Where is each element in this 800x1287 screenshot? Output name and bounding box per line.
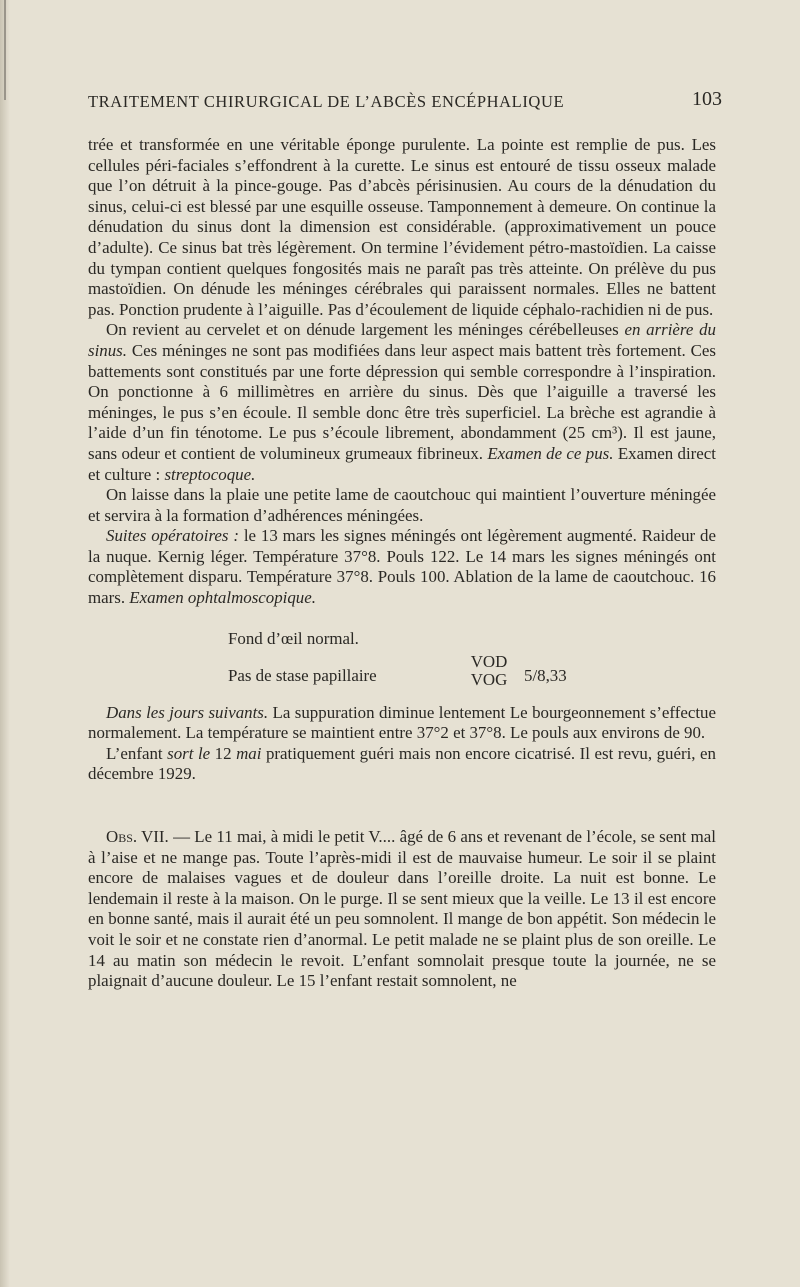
emphasis-en-arriere: en arrière du sinus. bbox=[88, 320, 716, 360]
running-title: TRAITEMENT CHIRURGICAL DE L’ABCÈS ENCÉPHALIQUE bbox=[88, 92, 565, 111]
ophthalmoscopy-block bbox=[88, 615, 716, 697]
vod-label: VOD bbox=[470, 651, 508, 671]
text-run: Ces méninges ne sont pas modifiées dans leur aspect mais battent très fortement. Ces battements sont constitués par une forte dépression qui semble correspondre à l’inspiration. On ponctionne à 6 millimètres en arrière du sinus. Dès que l’aiguille a traversé les méninges, le pus s’en écoule. Il semble donc être très superficiel. La brèche est agrandie à l’aide d’un fin ténotome. Le pus s’écoule librement, abondamment (25 cm³). Il est jaune, sans odeur et contient de volumineux grumeaux fibrineux. bbox=[88, 340, 716, 463]
acuity-value: 5/8,33 bbox=[524, 665, 567, 685]
paragraph-drain: On laisse dans la plaie une petite lame de caoutchouc qui maintient l’ouverture méningée et servira à la formation d’adhérences méningées. bbox=[88, 485, 716, 525]
paragraph-cerebellum bbox=[88, 320, 716, 485]
running-head bbox=[88, 88, 722, 118]
text-run: le 13 mars les signes méningés ont légèrement augmenté. Raideur de la nuque. Kernig léger. Température 37°8. Pouls 122. Le 14 mars les signes méningés ont complètement disparu. Température 37°8. Pouls 100. Ablation de la lame de caoutchouc. 16 mars. bbox=[88, 526, 716, 608]
text-run: 12 bbox=[210, 743, 237, 763]
section-gap bbox=[88, 785, 716, 827]
vog-label: VOG bbox=[470, 669, 508, 689]
text-run: L’enfant bbox=[106, 743, 168, 763]
emphasis-examen-pus: Examen de ce pus. bbox=[487, 443, 614, 463]
stase-line: Pas de stase papillaire bbox=[228, 665, 377, 685]
paragraph-sortie bbox=[88, 744, 716, 785]
emphasis-sort-le: sort le bbox=[167, 743, 211, 763]
emphasis-jours-suivants: Dans les jours suivants. bbox=[106, 702, 269, 722]
emphasis-suites: Suites opératoires : bbox=[106, 526, 239, 546]
text-run: pratiquement guéri mais non encore cicatrisé. Il est revu, guéri, en décembre 1929. bbox=[88, 743, 716, 784]
emphasis-mai: mai bbox=[236, 743, 262, 763]
page-number: 103 bbox=[692, 88, 722, 110]
text-run: On revient au cervelet et on dénude largement les méninges cérébelleuses bbox=[106, 320, 625, 340]
emphasis-examen-ophtalmo: Examen ophtalmoscopique. bbox=[129, 588, 316, 608]
obs-label: Obs. bbox=[106, 827, 138, 847]
paragraph-suites bbox=[88, 526, 716, 608]
paragraph-operation-continued: trée et transformée en une véritable éponge purulente. La pointe est remplie de pus. Les cellules péri-faciales s’effondrent à la curette. Le sinus est entouré de tissu osseux malade que l’on détruit à la pince-gouge. Pas d’abcès périsinusien. Au cours de la dénudation du sinus, celui-ci est blessé par une esquille osseuse. Tamponnement à demeure. On continue la dénudation du sinus dont la dimension est considérable. (approximativement un pouce d’adulte). Ce sinus bat très légèrement. On termine l’évidement pétro-mastoïdien. La caisse du tympan contient quelques fongosités mais ne paraît pas très atteinte. On prélève du pus mastoïdien. On dénude les méninges cérébrales qui paraissent normales. Elles ne battent pas. Ponction prudente à l’aiguille. Pas d’écoulement de liquide céphalo-rachidien ni de pus. bbox=[88, 135, 716, 319]
page-edge-mark bbox=[4, 0, 6, 100]
page-edge bbox=[0, 0, 10, 1287]
text-run: Examen direct et culture : bbox=[88, 443, 716, 484]
text-run: La suppuration diminue lentement Le bourgeonnement s’effectue normalement. La température se maintient entre 37°2 et 37°8. Le pouls aux environs de 90. bbox=[88, 702, 716, 743]
eye-fraction bbox=[464, 653, 514, 689]
text-run: VII. — Le 11 mai, à midi le petit V.... âgé de 6 ans et revenant de l’école, se sent mal à l’aise et ne mange pas. Toute l’après-midi il est de mauvaise humeur. Le soir il se plaint encore de malaises vagues et de douleur dans l’oreille droite. La nuit est bonne. Le lendemain il reste à la maison. On le purge. Il se sent mieux que la veille. Le 13 il est encore en bonne santé, mais il aurait été un peu somnolent. Il mange de bon appétit. Son médecin le voit le soir et ne constate rien d’anormal. Le petit malade ne se plaint plus de son oreille. Le 14 au matin son médecin le revoit. L’enfant somnolait presque toute la journée, ne se plaignait d’aucune douleur. Le 15 l’enfant restait somnolent, ne bbox=[88, 827, 716, 991]
page-body bbox=[88, 135, 716, 992]
paragraph-observation-vii bbox=[88, 827, 716, 992]
paragraph-jours-suivants bbox=[88, 703, 716, 744]
emphasis-streptocoque: streptocoque. bbox=[164, 464, 256, 484]
fond-oeil-line: Fond d’œil normal. bbox=[228, 628, 359, 648]
